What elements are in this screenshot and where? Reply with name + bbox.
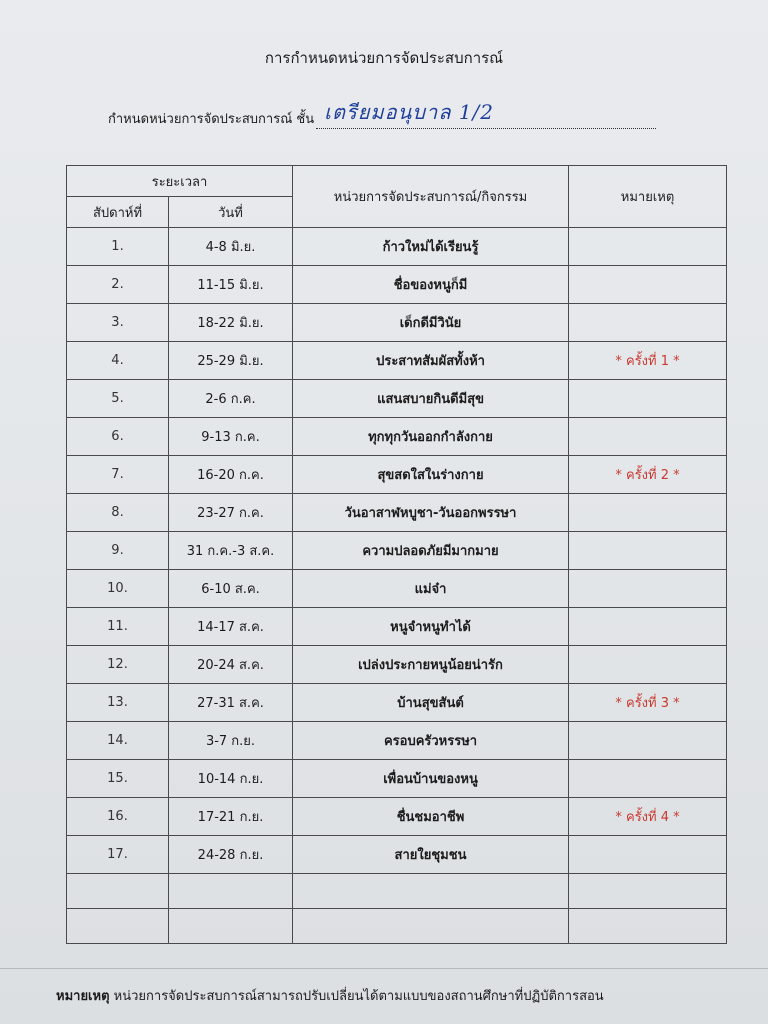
table-row xyxy=(67,456,727,494)
table-row xyxy=(67,342,727,380)
class-value: เตรียมอนุบาล 1/2 xyxy=(324,100,495,124)
date-cell: 2-6 ก.ค. xyxy=(169,380,293,418)
unit-cell: หนูจำหนูทำได้ xyxy=(293,608,569,646)
week-cell: 8. xyxy=(67,494,169,532)
empty-cell xyxy=(67,874,169,909)
table-row xyxy=(67,722,727,760)
date-cell: 3-7 ก.ย. xyxy=(169,722,293,760)
remark-cell xyxy=(569,608,727,646)
week-cell: 7. xyxy=(67,456,169,494)
period-header: ระยะเวลา xyxy=(67,166,293,197)
unit-header: หน่วยการจัดประสบการณ์/กิจกรรม xyxy=(293,166,569,228)
remark-cell: * ครั้งที่ 4 * xyxy=(569,798,727,836)
empty-cell xyxy=(569,909,727,944)
week-cell: 11. xyxy=(67,608,169,646)
footnote xyxy=(56,985,604,1006)
date-cell: 25-29 มิ.ย. xyxy=(169,342,293,380)
week-header: สัปดาห์ที่ xyxy=(67,197,169,228)
date-cell: 18-22 มิ.ย. xyxy=(169,304,293,342)
week-cell: 15. xyxy=(67,760,169,798)
remark-cell xyxy=(569,646,727,684)
remark-cell xyxy=(569,304,727,342)
week-cell: 10. xyxy=(67,570,169,608)
table-row xyxy=(67,494,727,532)
remark-cell xyxy=(569,494,727,532)
week-cell: 14. xyxy=(67,722,169,760)
week-cell: 1. xyxy=(67,228,169,266)
empty-cell xyxy=(293,909,569,944)
week-cell: 4. xyxy=(67,342,169,380)
table-row xyxy=(67,760,727,798)
remark-cell xyxy=(569,570,727,608)
footnote-text: หน่วยการจัดประสบการณ์สามารถปรับเปลี่ยนได้ตามแบบของสถานศึกษาที่ปฏิบัติการสอน xyxy=(113,989,604,1004)
date-cell: 24-28 ก.ย. xyxy=(169,836,293,874)
table-row xyxy=(67,266,727,304)
unit-cell: ชื่อของหนูก็มี xyxy=(293,266,569,304)
date-cell: 14-17 ส.ค. xyxy=(169,608,293,646)
table-row xyxy=(67,418,727,456)
table-row xyxy=(67,304,727,342)
class-value-field xyxy=(316,100,656,129)
unit-cell: ชื่นชมอาชีพ xyxy=(293,798,569,836)
unit-cell: เพื่อนบ้านของหนู xyxy=(293,760,569,798)
date-cell: 9-13 ก.ค. xyxy=(169,418,293,456)
empty-row xyxy=(67,909,727,944)
table-row xyxy=(67,646,727,684)
footnote-label: หมายเหตุ xyxy=(56,989,110,1004)
class-line xyxy=(108,100,656,129)
table-row xyxy=(67,608,727,646)
date-cell: 27-31 ส.ค. xyxy=(169,684,293,722)
date-cell: 17-21 ก.ย. xyxy=(169,798,293,836)
remark-cell xyxy=(569,380,727,418)
remark-cell: * ครั้งที่ 3 * xyxy=(569,684,727,722)
date-cell: 16-20 ก.ค. xyxy=(169,456,293,494)
date-header: วันที่ xyxy=(169,197,293,228)
unit-cell: แสนสบายกินดีมีสุข xyxy=(293,380,569,418)
week-cell: 3. xyxy=(67,304,169,342)
week-cell: 5. xyxy=(67,380,169,418)
unit-cell: ครอบครัวหรรษา xyxy=(293,722,569,760)
week-cell: 12. xyxy=(67,646,169,684)
empty-cell xyxy=(67,909,169,944)
unit-cell: เด็กดีมีวินัย xyxy=(293,304,569,342)
table-row xyxy=(67,380,727,418)
table-row xyxy=(67,532,727,570)
page-divider xyxy=(0,968,768,969)
remark-cell xyxy=(569,228,727,266)
unit-cell: บ้านสุขสันต์ xyxy=(293,684,569,722)
unit-cell: ทุกทุกวันออกกำลังกาย xyxy=(293,418,569,456)
table-row xyxy=(67,684,727,722)
document-title: การกำหนดหน่วยการจัดประสบการณ์ xyxy=(264,49,504,67)
remark-cell xyxy=(569,836,727,874)
date-cell: 4-8 มิ.ย. xyxy=(169,228,293,266)
unit-cell: วันอาสาฬหบูชา-วันออกพรรษา xyxy=(293,494,569,532)
date-cell: 11-15 มิ.ย. xyxy=(169,266,293,304)
schedule-rows xyxy=(67,228,727,944)
table-row xyxy=(67,798,727,836)
week-cell: 16. xyxy=(67,798,169,836)
table-row xyxy=(67,228,727,266)
table-row xyxy=(67,836,727,874)
unit-cell: เปล่งประกายหนูน้อยน่ารัก xyxy=(293,646,569,684)
date-cell: 6-10 ส.ค. xyxy=(169,570,293,608)
remark-cell xyxy=(569,760,727,798)
date-cell: 31 ก.ค.-3 ส.ค. xyxy=(169,532,293,570)
empty-cell xyxy=(169,874,293,909)
week-cell: 6. xyxy=(67,418,169,456)
unit-cell: ความปลอดภัยมีมากมาย xyxy=(293,532,569,570)
unit-cell: สุขสดใสในร่างกาย xyxy=(293,456,569,494)
empty-cell xyxy=(169,909,293,944)
remark-cell: * ครั้งที่ 2 * xyxy=(569,456,727,494)
empty-cell xyxy=(569,874,727,909)
class-label: กำหนดหน่วยการจัดประสบการณ์ ชั้น xyxy=(108,112,315,127)
remark-cell: * ครั้งที่ 1 * xyxy=(569,342,727,380)
unit-cell: ก้าวใหม่ได้เรียนรู้ xyxy=(293,228,569,266)
empty-row xyxy=(67,874,727,909)
remark-header: หมายเหตุ xyxy=(569,166,727,228)
remark-cell xyxy=(569,418,727,456)
date-cell: 23-27 ก.ค. xyxy=(169,494,293,532)
unit-cell: ประสาทสัมผัสทั้งห้า xyxy=(293,342,569,380)
table-row xyxy=(67,570,727,608)
week-cell: 17. xyxy=(67,836,169,874)
empty-cell xyxy=(293,874,569,909)
remark-cell xyxy=(569,722,727,760)
week-cell: 2. xyxy=(67,266,169,304)
unit-cell: แม่จ๋า xyxy=(293,570,569,608)
date-cell: 20-24 ส.ค. xyxy=(169,646,293,684)
week-cell: 9. xyxy=(67,532,169,570)
date-cell: 10-14 ก.ย. xyxy=(169,760,293,798)
week-cell: 13. xyxy=(67,684,169,722)
remark-cell xyxy=(569,266,727,304)
unit-cell: สายใยชุมชน xyxy=(293,836,569,874)
schedule-table xyxy=(66,165,727,944)
remark-cell xyxy=(569,532,727,570)
